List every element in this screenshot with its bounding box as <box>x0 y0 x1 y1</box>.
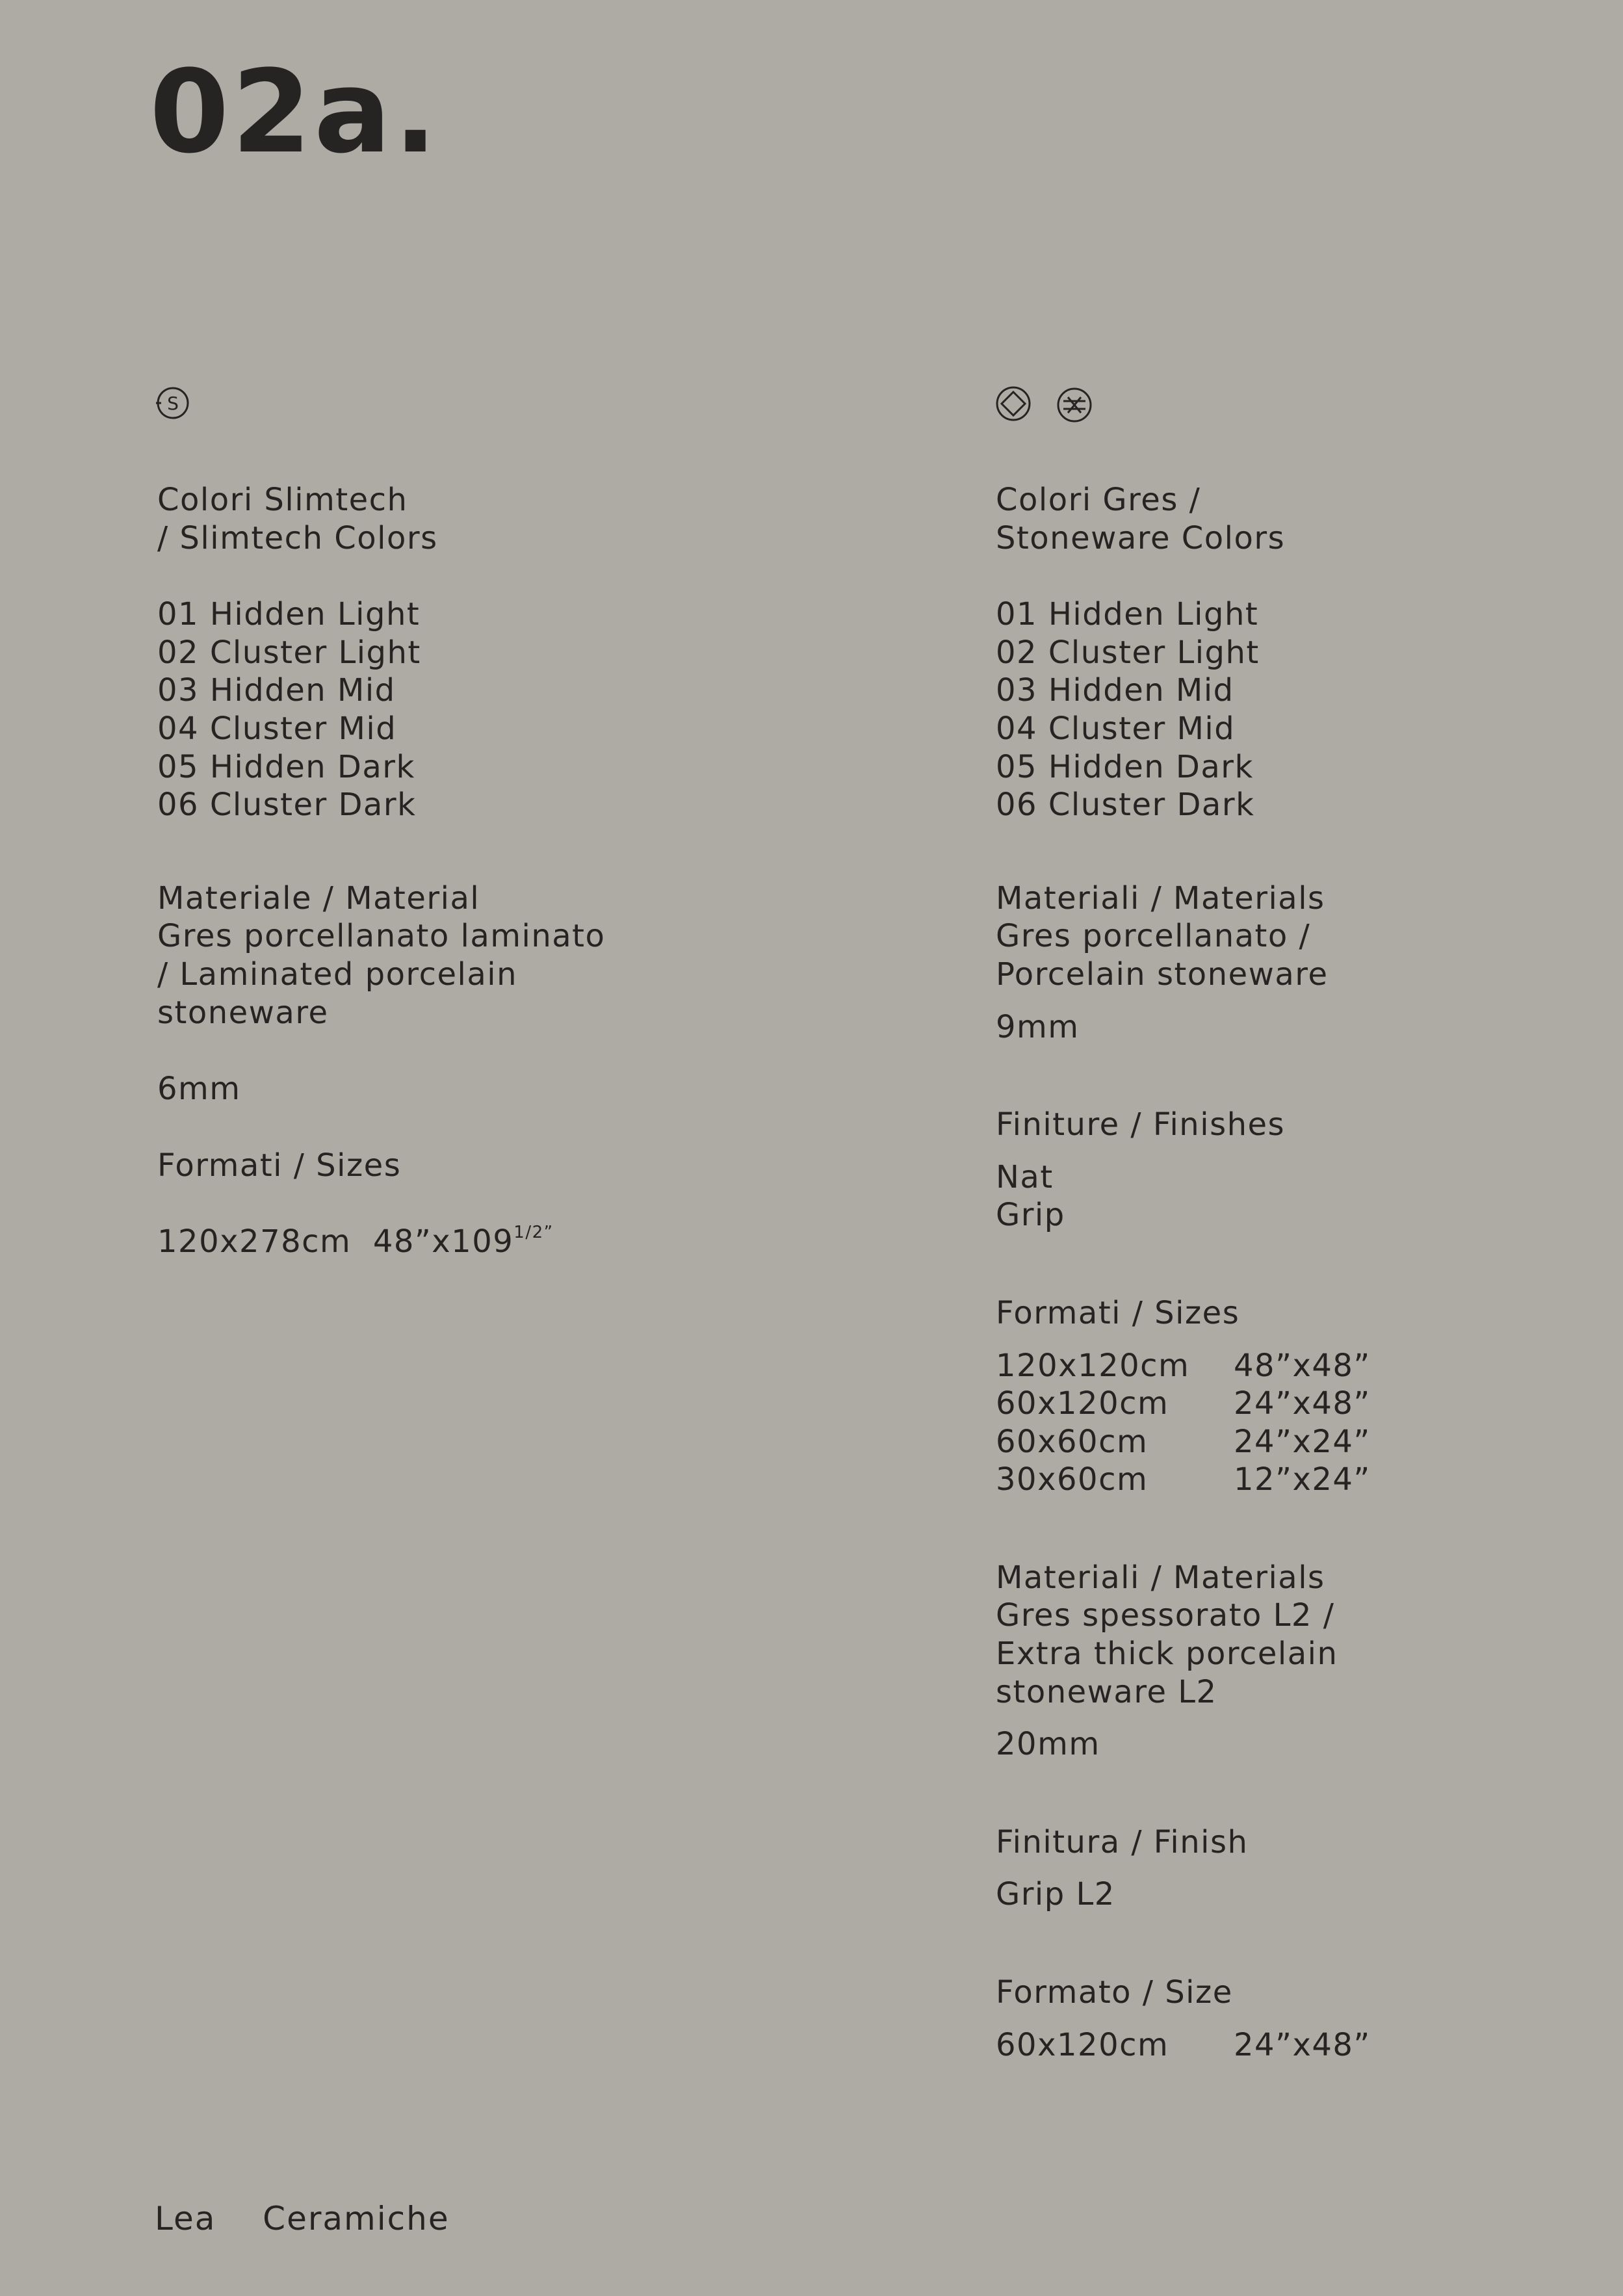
stoneware-sizes-heading: Formati / Sizes <box>996 1294 1240 1331</box>
list-item: 03 Hidden Mid <box>157 672 396 709</box>
list-item: 05 Hidden Dark <box>996 748 1254 785</box>
thick-size-heading: Formato / Size <box>996 1974 1233 2011</box>
stoneware-finish-item: Nat <box>996 1158 1054 1195</box>
thick-thickness: 20mm <box>996 1726 1100 1763</box>
table-row: 60x120cm 24”x48” <box>996 1385 1371 1422</box>
table-row: 60x60cm 24”x24” <box>996 1423 1371 1460</box>
table-row: 30x60cm 12”x24” <box>996 1461 1371 1498</box>
list-item: 06 Cluster Dark <box>157 787 417 824</box>
list-item: 06 Cluster Dark <box>996 787 1255 824</box>
page-number: 02a. <box>149 46 440 179</box>
diamond-icon <box>994 385 1032 423</box>
slimtech-thickness: 6mm <box>157 1071 241 1108</box>
stoneware-colors-title: Colori Gres / Stoneware Colors <box>996 482 1286 556</box>
stoneware-thickness: 9mm <box>996 1008 1080 1045</box>
stoneware-materials-heading: Materiali / Materials <box>996 880 1325 917</box>
stoneware-finish-item: Grip <box>996 1197 1065 1234</box>
thick-materials-desc: Gres spessorato L2 / <box>996 1597 1335 1634</box>
list-item: 02 Cluster Light <box>996 634 1260 671</box>
slimtech-material-desc: stoneware <box>157 994 329 1031</box>
thick-materials-desc: stoneware L2 <box>996 1673 1217 1710</box>
stoneware-finishes-heading: Finiture / Finishes <box>996 1106 1286 1143</box>
stoneware-color-list <box>996 595 1581 824</box>
brand-footer: Lea Ceramiche <box>155 2200 450 2237</box>
stoneware-materials-desc: Porcelain stoneware <box>996 956 1329 993</box>
slimtech-s-icon <box>155 385 191 421</box>
table-row: 120x120cm 48”x48” <box>996 1347 1371 1384</box>
stoneware-column <box>996 481 1581 2064</box>
list-item: 02 Cluster Light <box>157 634 421 671</box>
slimtech-sizes-heading: Formati / Sizes <box>157 1147 402 1184</box>
slimtech-size: 120x278cm $48”x109^{1/2”}$ <box>157 1223 554 1260</box>
thick-finish-value: Grip L2 <box>996 1876 1115 1913</box>
stoneware-sizes-table <box>996 1347 1581 1499</box>
list-item: 04 Cluster Mid <box>157 710 397 747</box>
list-item: 01 Hidden Light <box>157 596 421 633</box>
slimtech-color-list <box>157 595 872 824</box>
slimtech-material-heading: Materiale / Material <box>157 880 480 917</box>
thick-materials-desc: Extra thick porcelain <box>996 1636 1338 1673</box>
slimtech-column <box>157 481 872 1261</box>
thick-materials-heading: Materiali / Materials <box>996 1559 1325 1596</box>
list-item: 03 Hidden Mid <box>996 672 1234 709</box>
thick-finish-heading: Finitura / Finish <box>996 1823 1249 1860</box>
table-row: 60x120cm 24”x48” <box>996 2026 1371 2063</box>
svg-text:S: S <box>167 393 179 414</box>
stoneware-materials-desc: Gres porcellanato / <box>996 918 1311 955</box>
slimtech-material-desc: Gres porcellanato laminato <box>157 918 606 955</box>
slimtech-colors-title: Colori Slimtech / Slimtech Colors <box>157 482 438 556</box>
list-item: 01 Hidden Light <box>996 596 1259 633</box>
list-item: 05 Hidden Dark <box>157 748 415 785</box>
stoneware-badge-icon <box>1056 386 1093 424</box>
slimtech-material-desc: / Laminated porcelain <box>157 956 518 993</box>
list-item: 04 Cluster Mid <box>996 710 1236 747</box>
